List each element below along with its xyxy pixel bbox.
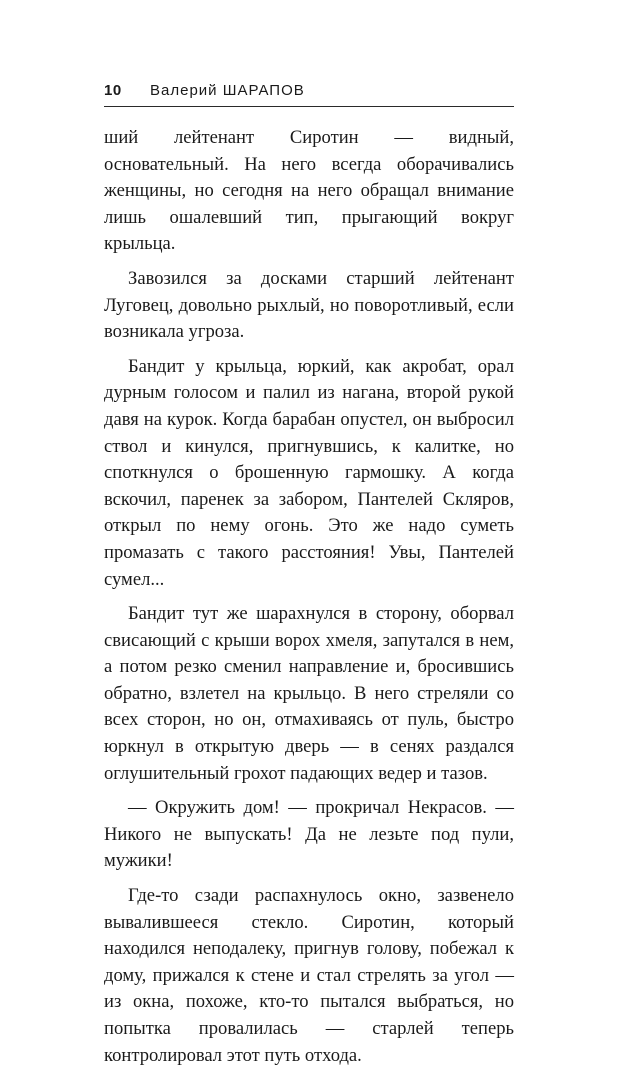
paragraph: Бандит тут же шарахнулся в сторону, оборвал свисающий с крыши ворох хмеля, запутался в нем, а потом резко сменил направление и, бросившись обратно, взлетел на крыльцо. В него стреляли со всех сторон, но он, отмахиваясь от пуль, быстро юркнул в открытую дверь — в сенях раздался оглушительный грохот падающих ведер и тазов. — [104, 603, 514, 784]
page-header — [104, 80, 514, 107]
paragraph: ший лейтенант Сиротин — видный, основательный. На него всегда оборачивались женщины, но сегодня на него обращал внимание лишь ошалевший тип, прыгающий вокруг крыльца. — [104, 127, 514, 255]
paragraph: Где-то сзади распахнулось окно, зазвенело вывалившееся стекло. Сиротин, который находился неподалеку, пригнув голову, побежал к дому, прижался к стене и стал стрелять за угол — из окна, похоже, кто-то пытался выбраться, но попытка провалилась — старлей теперь контролировал этот путь отхода. — [104, 885, 514, 1066]
page-number: 10 — [104, 82, 122, 99]
paragraph: Бандит у крыльца, юркий, как акробат, орал дурным голосом и палил из нагана, второй рукой давя на курок. Когда барабан опустел, он выбросил ствол и кинулся, пригнувшись, к калитке, но споткнулся о брошенную гармошку. А когда вскочил, паренек за забором, Пантелей Скляров, открыл по нему огонь. Это же надо суметь промазать с такого расстояния! Увы, Пантелей сумел... — [104, 355, 514, 590]
body-text — [104, 125, 514, 1077]
paragraph: — Окружить дом! — прокричал Некрасов. — Никого не выпускать! Да не лезьте под пули, мужики! — [104, 797, 514, 872]
running-head: Валерий ШАРАПОВ — [150, 82, 305, 99]
paragraph: Завозился за досками старший лейтенант Луговец, довольно рыхлый, но поворотливый, если возникала угроза. — [104, 267, 514, 343]
